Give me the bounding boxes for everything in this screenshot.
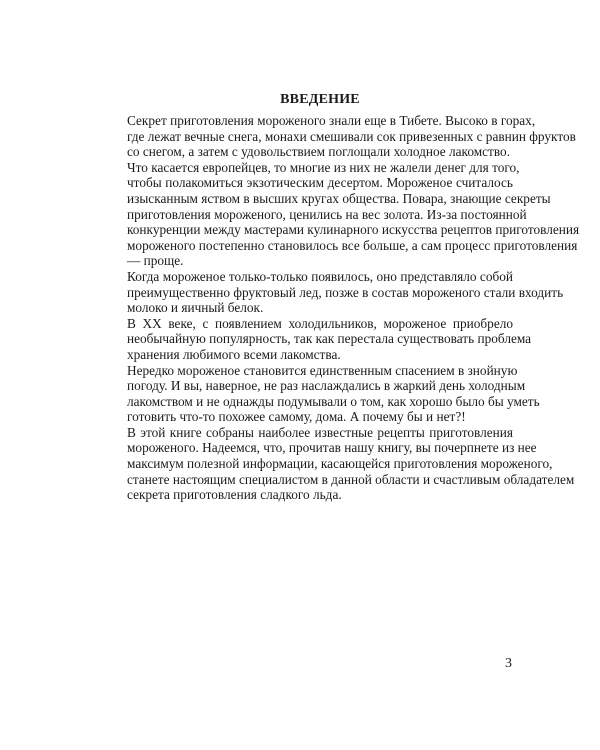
text-line: В XX веке, с появлением холодильников, мороженое приобрело <box>127 315 513 331</box>
paragraph-this-book <box>104 424 575 503</box>
text-line: преимущественно фруктовый лед, позже в состав мороженого стали входить <box>127 284 564 300</box>
paragraph-intro <box>104 113 576 160</box>
text-line: мороженого. Надеемся, что, прочитав нашу книгу, вы почерпнете из нее <box>127 440 537 456</box>
text-line: чтобы полакомиться экзотическим десертом. Мороженое считалось <box>127 175 513 191</box>
text-line: со снегом, а затем с удовольствием поглощали холодное лакомство. <box>127 144 511 160</box>
paragraph-hot-weather <box>104 362 540 425</box>
text-line: лакомством и не однажды подумывали о том, как хорошо было бы уметь <box>127 393 540 409</box>
page-number: 3 <box>505 656 512 671</box>
text-line: молоко и яичный белок. <box>127 300 264 316</box>
paragraph-twentieth-century <box>104 315 532 363</box>
text-line: готовить что-то похожее самому, дома. А почему бы и нет?! <box>127 409 466 425</box>
page-title: ВВЕДЕНИЕ <box>280 92 360 107</box>
paragraph-europeans <box>104 159 580 269</box>
text-line: Секрет приготовления мороженого знали еще в Тибете. Высоко в горах, <box>127 113 536 128</box>
text-line: Что касается европейцев, то многие из них не жалели денег для того, <box>127 159 520 175</box>
text-line: — проще. <box>127 253 184 269</box>
text-line: приготовления мороженого, ценились на вес золота. Из-за постоянной <box>127 206 527 222</box>
text-line: необычайную популярность, так как перестала существовать проблема <box>127 331 532 347</box>
text-line: где лежат вечные снега, монахи смешивали сок привезенных с равнин фруктов <box>127 128 576 144</box>
paragraph-fruit-ice <box>104 268 564 316</box>
text-line: изысканным яством в высших кругах общества. Повара, знающие секреты <box>127 190 551 206</box>
body-text <box>104 113 580 503</box>
text-line: Нередко мороженое становится единственным спасением в знойную <box>127 362 518 378</box>
text-line: секрета приготовления сладкого льда. <box>127 487 342 503</box>
text-line: погоду. И вы, наверное, не раз наслаждались в жаркий день холодным <box>127 378 526 394</box>
text-line: максимум полезной информации, касающейся приготовления мороженого, <box>127 456 553 472</box>
text-line: В этой книге собраны наиболее известные рецепты приготовления <box>127 424 513 440</box>
text-line: хранения любимого всеми лакомства. <box>127 346 341 362</box>
text-line: Когда мороженое только-только появилось, оно представляло собой <box>127 268 513 284</box>
text-line: конкуренции между мастерами кулинарного искусства рецептов приготовления <box>127 222 580 238</box>
text-line: станете настоящим специалистом в данной области и счастливым обладателем <box>127 471 575 487</box>
text-line: мороженого постепенно становилось все больше, а сам процесс приготовления <box>127 237 578 253</box>
